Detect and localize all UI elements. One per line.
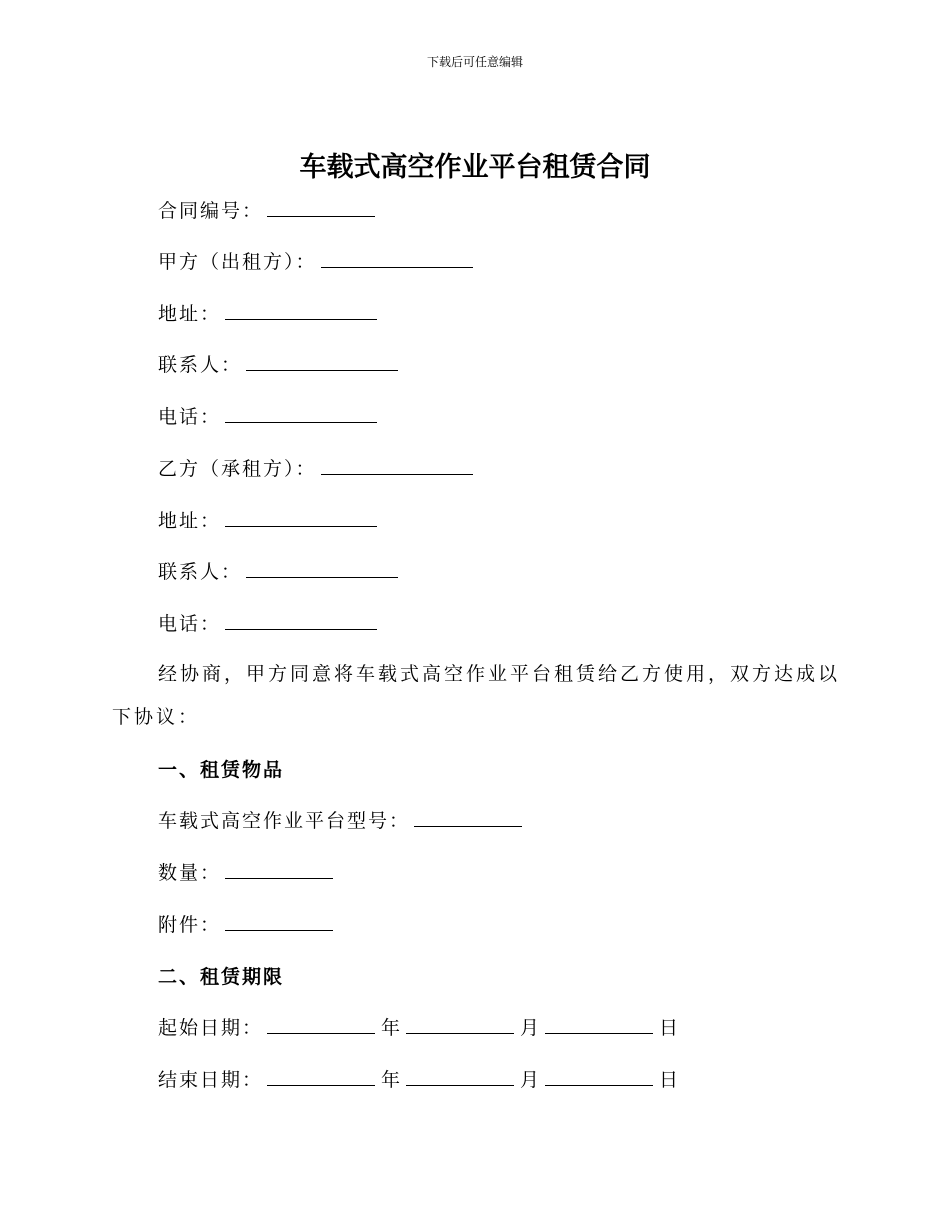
quantity-label: 数量：: [158, 862, 222, 884]
section1-heading: 一、租赁物品: [158, 759, 285, 781]
contract-no-row: [158, 198, 381, 224]
party-b-label: 乙方（承租方）：: [158, 458, 317, 480]
contract-no-label: 合同编号：: [158, 200, 264, 222]
document-title: 车载式高空作业平台租赁合同: [299, 152, 651, 183]
start-month-unit: 月: [520, 1017, 542, 1039]
end-day-blank[interactable]: [545, 1067, 653, 1086]
end-year-unit: 年: [381, 1069, 403, 1091]
party-a-phone-label: 电话：: [158, 406, 222, 428]
party-b-address-label: 地址：: [158, 510, 222, 532]
quantity-row: [158, 860, 339, 886]
party-a-row: [158, 249, 479, 275]
contract-no-blank[interactable]: [267, 198, 375, 217]
end-date-label: 结束日期：: [158, 1069, 264, 1091]
start-month-blank[interactable]: [406, 1015, 514, 1034]
model-label: 车载式高空作业平台型号：: [158, 810, 411, 832]
party-a-address-label: 地址：: [158, 303, 222, 325]
party-a-address-row: [158, 301, 383, 327]
party-a-contact-label: 联系人：: [158, 354, 243, 376]
party-b-row: [158, 456, 479, 482]
party-b-address-row: [158, 508, 383, 534]
party-a-contact-blank[interactable]: [246, 352, 398, 371]
party-b-contact-blank[interactable]: [246, 559, 398, 578]
party-a-phone-blank[interactable]: [225, 404, 377, 423]
party-b-contact-row: [158, 559, 404, 585]
start-day-blank[interactable]: [545, 1015, 653, 1034]
start-date-label: 起始日期：: [158, 1017, 264, 1039]
quantity-blank[interactable]: [225, 860, 333, 879]
party-b-phone-row: [158, 611, 383, 637]
party-a-phone-row: [158, 404, 383, 430]
start-year-unit: 年: [381, 1017, 403, 1039]
party-b-address-blank[interactable]: [225, 508, 377, 527]
end-year-blank[interactable]: [267, 1067, 375, 1086]
party-b-phone-blank[interactable]: [225, 611, 377, 630]
party-a-address-blank[interactable]: [225, 301, 377, 320]
end-date-row: [158, 1067, 680, 1093]
party-a-blank[interactable]: [321, 249, 473, 268]
start-day-unit: 日: [659, 1017, 681, 1039]
party-a-label: 甲方（出租方）：: [158, 251, 317, 273]
end-day-unit: 日: [659, 1069, 681, 1091]
model-blank[interactable]: [414, 808, 522, 827]
section2-heading: 二、租赁期限: [158, 966, 285, 988]
accessories-row: [158, 912, 339, 938]
header-note: 下载后可任意编辑: [426, 55, 523, 69]
end-month-unit: 月: [520, 1069, 542, 1091]
intro-paragraph: 经协商，甲方同意将车载式高空作业平台租赁给乙方使用，双方达成以下协议：: [112, 663, 841, 728]
accessories-label: 附件：: [158, 914, 222, 936]
party-b-contact-label: 联系人：: [158, 561, 243, 583]
end-month-blank[interactable]: [406, 1067, 514, 1086]
party-b-blank[interactable]: [321, 456, 473, 475]
accessories-blank[interactable]: [225, 912, 333, 931]
model-row: [158, 808, 528, 834]
party-b-phone-label: 电话：: [158, 613, 222, 635]
party-a-contact-row: [158, 352, 404, 378]
start-year-blank[interactable]: [267, 1015, 375, 1034]
start-date-row: [158, 1015, 680, 1041]
